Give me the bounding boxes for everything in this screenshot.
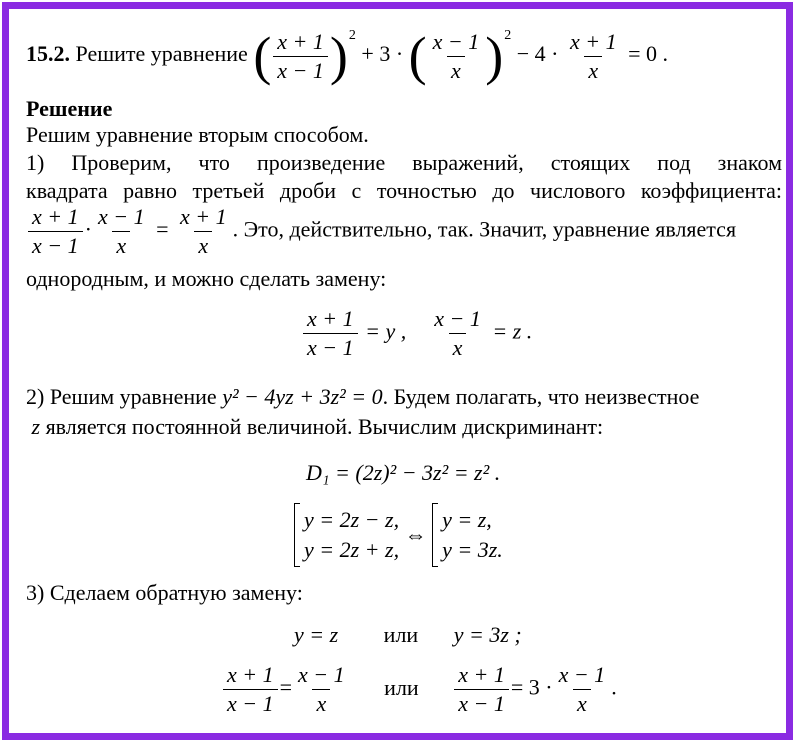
check-text: . Это, действительно, так. Значит, уравнение является <box>232 216 737 242</box>
step1-line4: однородным, и можно сделать замену: <box>26 266 387 291</box>
paren-close: ) <box>329 26 348 86</box>
eq-square-2: 2 <box>504 28 512 44</box>
back-b: y = 3z ; <box>453 622 522 647</box>
step3-line: 3) Сделаем обратную замену: <box>26 580 303 605</box>
solution-heading: Решение <box>26 96 113 121</box>
equiv-symbol: ⇔ <box>404 522 427 547</box>
back-a: y = z <box>294 622 339 647</box>
discriminant: D₁ = (2z)² − 3z² = z² . <box>306 460 501 485</box>
step2-var-z: z <box>31 414 41 439</box>
bracket-2 <box>432 503 438 567</box>
back2-fraction-1: $\frac{x + 1}{x - 1}$ <box>223 663 278 716</box>
step2-prefix: 2) Решим уравнение <box>26 384 217 409</box>
eq-fraction-1: $\frac{x + 1}{x - 1}$ <box>273 30 328 83</box>
step1-line2: квадрата равно третьей дроби с точностью до числового коэффициента: <box>26 178 782 203</box>
eq-plus3: + 3 · <box>361 41 404 67</box>
back2-eq3: = 3 · <box>510 674 553 700</box>
problem-number: 15.2. <box>26 41 70 67</box>
paren-open: ( <box>253 26 272 86</box>
back2-eq: = <box>279 674 293 700</box>
sub-fraction-2: $\frac{x - 1}{x}$ <box>434 306 481 360</box>
eq-square-1: 2 <box>348 28 356 44</box>
check-equals: = <box>156 216 169 242</box>
back2-fraction-4: $\frac{x - 1}{x}$ <box>558 662 606 716</box>
check-fraction-3: $\frac{x + 1}{x}$ <box>180 204 227 258</box>
step2-line1 <box>26 383 699 411</box>
back2-fraction-3: $\frac{x + 1}{x - 1}$ <box>454 663 509 716</box>
back-substitution-1 <box>294 621 522 649</box>
solution-intro: Решим уравнение вторым способом. <box>26 122 369 147</box>
page-frame <box>2 2 793 740</box>
system-2: y = z, y = 3z. <box>442 507 503 562</box>
or-1: или <box>383 622 419 647</box>
sub-eq-y: = y , <box>365 318 407 344</box>
sub-fraction-1: $\frac{x + 1}{x - 1}$ <box>303 307 358 360</box>
check-line <box>26 205 736 258</box>
paren-close-2: ) <box>485 26 504 86</box>
check-dot: · <box>84 216 92 242</box>
eq-fraction-2: $\frac{x - 1}{x}$ <box>432 28 480 83</box>
systems <box>294 503 503 567</box>
paren-open-2: ( <box>408 26 427 86</box>
back2-end: . <box>611 674 617 700</box>
step2-equation: y² − 4yz + 3z² = 0 <box>222 384 383 409</box>
bracket-1 <box>294 503 300 567</box>
problem-line <box>26 26 669 86</box>
check-fraction-1: $\frac{x + 1}{x - 1}$ <box>28 205 83 258</box>
back-substitution-2 <box>221 663 617 716</box>
eq-minus4: − 4 · <box>516 41 559 67</box>
check-fraction-2: $\frac{x - 1}{x}$ <box>97 204 145 258</box>
eq-tail: = 0 . <box>628 41 669 67</box>
eq-fraction-3: $\frac{x + 1}{x}$ <box>569 28 617 83</box>
step1-line1: 1) Проверим, что произведение выражений, стоящих под знаком <box>26 150 782 175</box>
step2-suffix: . Будем полагать, что неизвестное <box>382 384 700 409</box>
substitution <box>301 307 532 360</box>
back2-fraction-2: $\frac{x - 1}{x}$ <box>298 662 345 716</box>
sub-eq-z: = z . <box>492 318 533 344</box>
system-1: y = 2z − z, y = 2z + z, <box>304 507 400 562</box>
step2-text: является постоянной величиной. Вычислим дискриминант: <box>45 414 604 439</box>
step2-line2 <box>26 413 603 441</box>
problem-statement: Решите уравнение <box>75 41 248 67</box>
or-2: или <box>384 674 419 700</box>
